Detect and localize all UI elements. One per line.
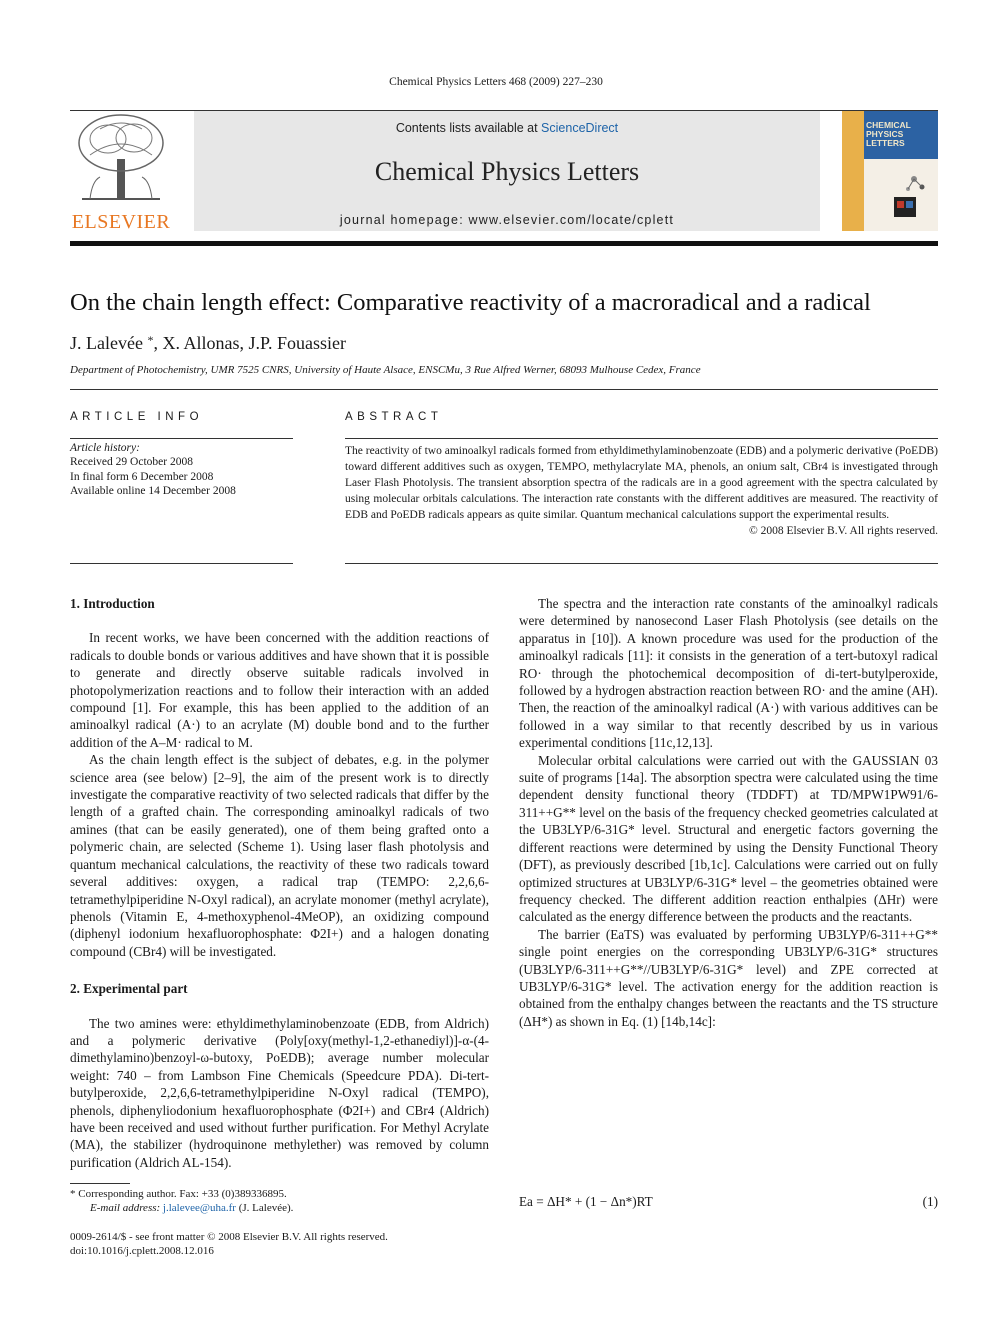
elsevier-tree-logo [70,111,172,231]
equation-expression: Ea = ΔH* + (1 − Δn*)RT [519,1194,653,1209]
corresponding-author-mark[interactable]: * [147,333,154,347]
abstract-body [345,443,938,539]
equation-1 [519,1194,938,1210]
experimental-paragraph-4: The barrier (EaTS) was evaluated by performing UB3LYP/6-311++G** single point energies on the corresponding UB3LYP/6-31G* structures (UB3LYP/6-311++G**//UB3LYP/6-31G* level) and ZPE corrected at UB3LYP/6-31G* level. The activation energy for the addition reaction is obtained from the enthalpy changes between the reactants and the TS structure (ΔH*) as shown in Eq. (1) [14b,14c]: [519,926,938,1029]
left-column [70,595,489,1170]
journal-header [70,111,938,231]
abstract-bottom-rule [345,563,938,564]
experimental-paragraph-3: Molecular orbital calculations were carried out with the GAUSSIAN 03 suite of programs [14a]. The absorption spectra were calculated using the time dependent density functional theory (TDDFT) at TD/MPW1PW91/6-311++G** level on the basis of the frequency checked geometries calculated at the UB3LYP/6-31G* level. Structural and energetic factors governing the different reactions were determined by using the Density Functional Theory (DFT), as previously described [1b,1c]. Calculations were carried out on fully optimized structures at UB3LYP/6-31G* level – the geometries obtained were frequency checked. The different addition reaction enthalpies (ΔHr) were calculated as the energy difference between the products and the reactants. [519,752,938,925]
journal-reference: Chemical Physics Letters 468 (2009) 227–230 [389,76,603,88]
contents-prefix: Contents lists available at [395,121,542,135]
email-label: E-mail address: [90,1202,163,1214]
abstract-text: The reactivity of two aminoalkyl radicals formed from ethyldimethylaminobenzoate (EDB) and a polymeric derivative (PoEDB) toward different additives such as oxygen, TEMPO, methylacrylate MA, phenols, an onium salt, CBr4 is investigated through Laser Flash Photolysis. The transient absorption spectra of the radicals are in a good agreement with the spectra calculated by using molecular orbitals calculations. The interaction rate constants with the different additives are measured. The reactivity of EDB and PoEDB radicals appears as quite similar. Quantum mechanical calculations support the experimental results. [345,445,938,521]
experimental-heading: 2. Experimental part [70,981,188,997]
author-lalevee[interactable]: J. Lalevée [70,333,143,353]
experimental-paragraph-1: The two amines were: ethyldimethylaminobenzoate (EDB, from Aldrich) and a polymeric derivative (Poly[oxy(methyl-1,2-ethanediyl)]-α-(4-dimethylamino)benzoyl-ω-butoxy, PoEDB); average number molecular weight: 740 – from Lambson Fine Chemicals (Speedcure PDA). Di-tert-butylperoxide, 2,2,6,6-tetramethylpiperidine N-Oxyl radical (TEMPO), phenols, diphenyliodonium hexafluorophosphate (Φ2I+) and CBr4 (Aldrich) have been received and used without further purification. For Methyl Acrylate (MA), the stabilizer (hydroquinone methylether) was removed by column purification (Aldrich AL-154). [70,1015,489,1170]
footnote-email [70,1201,293,1215]
cover-title: CHEMICAL PHYSICS LETTERS [866,120,911,148]
article-info-bottom-rule [70,563,293,564]
doi-line[interactable]: doi:10.1016/j.cplett.2008.12.016 [70,1245,214,1257]
email-link[interactable]: j.lalevee@uha.fr [162,1202,236,1214]
journal-banner [194,111,820,231]
issn-line: 0009-2614/$ - see front matter © 2008 Elsevier B.V. All rights reserved. [70,1231,388,1243]
affiliation: Department of Photochemistry, UMR 7525 CNRS, University of Haute Alsace, ENSCMu, 3 Rue Alfred Werner, 68093 Mulhouse Cedex, France [70,364,701,376]
contents-line [194,121,820,135]
elsevier-wordmark: ELSEVIER [71,211,171,233]
journal-title: Chemical Physics Letters [374,157,640,186]
article-info-heading: ARTICLE INFO [70,411,204,423]
footnote-rule [70,1183,130,1184]
online-date: Available online 14 December 2008 [70,485,236,498]
abstract-copyright: © 2008 Elsevier B.V. All rights reserved. [749,525,938,537]
equation-number: (1) [922,1194,938,1209]
email-suffix: (J. Lalevée). [235,1202,294,1214]
cover-illustration [864,159,938,231]
tree-icon [70,111,172,211]
article-title: On the chain length effect: Comparative reactivity of a macroradical and a radical [70,289,871,316]
affiliation-rule [70,389,938,390]
header-bottom-rule [70,241,938,246]
introduction-paragraph-2: As the chain length effect is the subject of debates, e.g. in the polymer science area (see below) [2–9], the aim of the present work is to directly investigate the comparative reactivity of two selected radicals that differ by the length of a grafted chain. The corresponding aminoalkyl radicals of two amines (that can be easily generated), one of them being grafted onto a polymeric chain, are selected (Scheme 1). Using laser flash photolysis and quantum mechanical calculations, the reactivity of these two radicals toward several additives: oxygen, a radical trap (TEMPO: 2,2,6,6-tetramethylpiperidine N-Oxyl radical), an acrylate monomer (methyl acrylate), phenols (Vitamin E, 4-methoxyphenol-4MeOP), an oxidizing compound (diphenyl iodonium hexafluorophosphate: Φ2I+) and a halogen donating compound (CBr4) will be investigated. [70,752,489,959]
received-date: Received 29 October 2008 [70,456,193,469]
abstract-rule [345,438,938,439]
final-form-date: In final form 6 December 2008 [70,470,214,483]
author-others[interactable]: , X. Allonas, J.P. Fouassier [153,333,346,353]
publication-info [70,1230,388,1258]
article-history [70,441,236,499]
introduction-heading: 1. Introduction [70,596,155,611]
cover-stripe [842,111,864,231]
journal-cover [842,111,938,231]
sciencedirect-link[interactable]: ScienceDirect [541,121,619,135]
right-column [519,595,938,1185]
footnote-corresponding: * Corresponding author. Fax: +33 (0)389336895. [70,1188,287,1200]
history-label: Article history: [70,442,140,454]
abstract-heading: ABSTRACT [345,411,443,423]
author-list [70,333,346,354]
introduction-paragraph-1: In recent works, we have been concerned with the addition reactions of radicals to double bonds or various additives and have shown that it is possible to generate and directly observe suitable radicals involved in photopolymerization reactions and to follow their interaction with an added compound [1]. For example, this has been applied to the addition of an aminoalkyl radical (A·) to an acrylate (M) double bond and to the further addition of the A–M· radical to M. [70,630,489,750]
experimental-paragraph-2: The spectra and the interaction rate constants of the aminoalkyl radicals were determined by nanosecond Laser Flash Photolysis (see details on the apparatus in [10]). A known procedure was used for the production of the aminoalkyl radicals [11]: it consists in the generation of a tert-butoxyl radical RO· through the photochemical decomposition of di-tert-butylperoxide, followed by a hydrogen abstraction reaction between RO· and the amine (AH). Then, the reaction of the aminoalkyl radical (A·) with various additives can be followed in a way similar to that recently described by us in various experimental conditions [11c,12,13]. [519,596,938,751]
article-info-rule [70,438,293,439]
journal-homepage[interactable]: journal homepage: www.elsevier.com/locate/cplett [339,213,675,227]
